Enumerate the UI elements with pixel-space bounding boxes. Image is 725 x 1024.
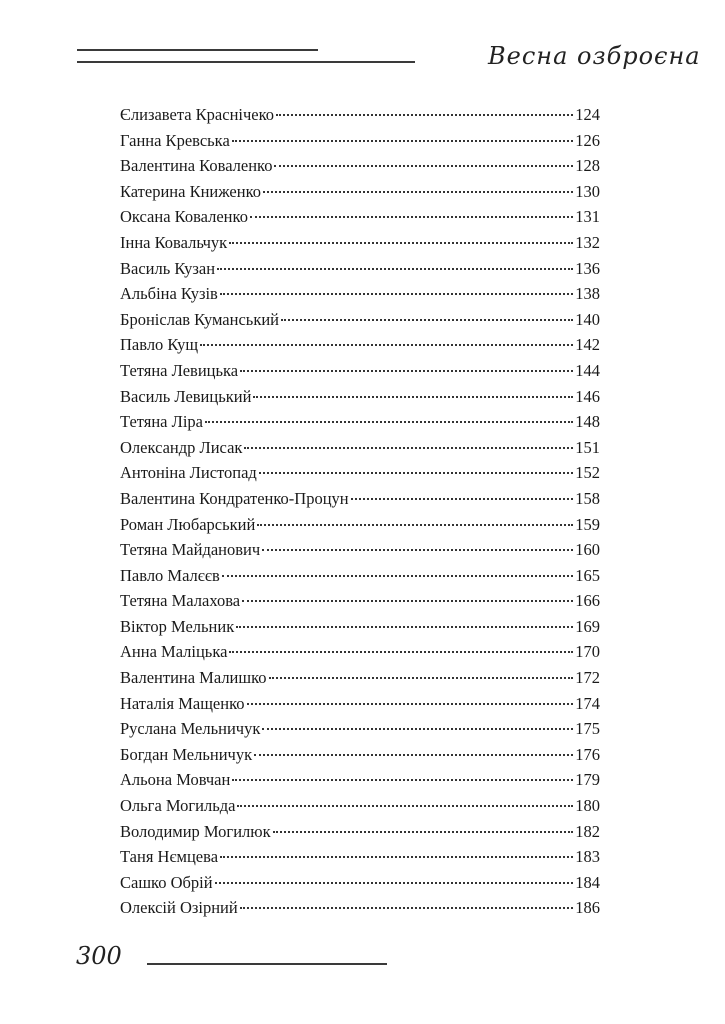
toc-entry-page: 140 (575, 309, 600, 329)
dot-leader (244, 446, 573, 449)
toc-entry-page: 175 (575, 719, 600, 739)
toc-entry-name: Інна Ковальчук (120, 232, 228, 252)
dot-leader (240, 906, 574, 909)
toc-entry-page: 152 (575, 463, 600, 483)
toc-entry-page: 172 (575, 668, 600, 688)
toc-entry-page: 136 (575, 258, 600, 278)
dot-leader (257, 523, 573, 526)
toc-entry-name: Павло Малєєв (120, 565, 220, 585)
dot-leader (232, 139, 573, 142)
toc-entry (120, 256, 600, 282)
toc-entry (120, 307, 600, 333)
dot-leader (262, 727, 573, 730)
toc-entry (120, 179, 600, 205)
toc-entry-name: Ганна Кревська (120, 130, 230, 150)
dot-leader (254, 753, 573, 756)
toc-entry-page: 130 (575, 181, 600, 201)
dot-leader (269, 676, 574, 679)
dot-leader (281, 318, 573, 321)
dot-leader (200, 343, 573, 346)
toc-entry (120, 435, 600, 461)
toc-entry-name: Олександр Лисак (120, 437, 243, 457)
toc-entry-name: Павло Кущ (120, 335, 199, 355)
dot-leader (236, 625, 573, 628)
toc-entry-name: Єлизавета Краснічеко (120, 105, 275, 124)
toc-entry-name: Ольга Могильда (120, 796, 236, 816)
footer-rule (147, 963, 387, 965)
toc-entry-page: 184 (575, 872, 600, 892)
toc-entry-name: Броніслав Куманський (120, 309, 279, 329)
dot-leader (253, 395, 573, 398)
toc-entry-page: 158 (575, 488, 600, 508)
toc-entry-page: 138 (575, 284, 600, 304)
dot-leader (232, 778, 573, 781)
toc-entry-page: 131 (575, 207, 600, 227)
toc-entry-name: Валентина Малишко (120, 668, 267, 688)
dot-leader (263, 190, 573, 193)
toc-entry-name: Віктор Мельник (120, 616, 235, 636)
dot-leader (250, 215, 573, 218)
toc-entry (120, 844, 600, 870)
dot-leader (220, 855, 573, 858)
toc-entry (120, 767, 600, 793)
header-rule-short (77, 49, 318, 51)
toc-entry-name: Василь Кузан (120, 258, 216, 278)
toc-entry (120, 512, 600, 538)
header-rule-long (77, 61, 415, 63)
toc-entry (120, 895, 600, 921)
toc-entry-name: Оксана Коваленко (120, 207, 248, 227)
toc-entry-name: Антоніна Листопад (120, 463, 257, 483)
toc-entry-name: Валентина Коваленко (120, 156, 273, 176)
toc-entry-name: Наталія Мащенко (120, 693, 245, 713)
toc-entry-page: 159 (575, 514, 600, 534)
toc-entry-page: 170 (575, 642, 600, 662)
toc-entry-page: 132 (575, 232, 600, 252)
toc-entry-page: 146 (575, 386, 600, 406)
toc-entry-page: 169 (575, 616, 600, 636)
toc-entry-page: 148 (575, 412, 600, 432)
toc-entry-name: Альбіна Кузів (120, 284, 218, 304)
toc-entry-page: 180 (575, 796, 600, 816)
toc-entry-name: Альона Мовчан (120, 770, 231, 790)
toc-entry-name: Тетяна Левицька (120, 360, 239, 380)
dot-leader (215, 881, 574, 884)
toc-entry (120, 665, 600, 691)
toc-entry (120, 128, 600, 154)
toc-entry-page: 142 (575, 335, 600, 355)
toc-entry (120, 332, 600, 358)
dot-leader (237, 804, 573, 807)
toc-entry (120, 614, 600, 640)
dot-leader (259, 471, 573, 474)
toc-entry-page: 182 (575, 821, 600, 841)
toc-entry-name: Роман Любарський (120, 514, 256, 534)
toc-entry (120, 563, 600, 589)
toc-entry-page: 144 (575, 360, 600, 380)
toc-entry-name: Тетяна Ліра (120, 412, 203, 432)
running-title: Весна озброєна (488, 42, 701, 70)
toc-entry-page: 128 (575, 156, 600, 176)
dot-leader (242, 599, 573, 602)
toc-entry (120, 870, 600, 896)
toc-entry-name: Анна Маліцька (120, 642, 228, 662)
toc-entry-page: 151 (575, 437, 600, 457)
toc-entry-page: 174 (575, 693, 600, 713)
table-of-contents (120, 102, 600, 921)
toc-entry (120, 588, 600, 614)
toc-entry-page: 126 (575, 130, 600, 150)
toc-entry-name: Руслана Мельничук (120, 719, 261, 739)
toc-entry-name: Сашко Обрій (120, 872, 213, 892)
toc-entry (120, 358, 600, 384)
dot-leader (262, 548, 573, 551)
dot-leader (229, 241, 573, 244)
toc-entry (120, 409, 600, 435)
toc-entry (120, 486, 600, 512)
toc-entry-page: 124 (575, 105, 600, 124)
dot-leader (240, 369, 573, 372)
toc-entry (120, 691, 600, 717)
toc-entry (120, 204, 600, 230)
toc-entry (120, 460, 600, 486)
toc-entry (120, 281, 600, 307)
toc-entry-page: 186 (575, 898, 600, 918)
dot-leader (217, 267, 573, 270)
toc-entry (120, 537, 600, 563)
dot-leader (229, 650, 573, 653)
toc-entry-name: Катерина Книженко (120, 181, 262, 201)
dot-leader (351, 497, 574, 500)
dot-leader (220, 292, 573, 295)
toc-entry-page: 183 (575, 847, 600, 867)
toc-entry-page: 160 (575, 540, 600, 560)
toc-entry-page: 166 (575, 591, 600, 611)
toc-entry (120, 102, 600, 128)
dot-leader (222, 574, 574, 577)
dot-leader (276, 113, 573, 116)
toc-entry-name: Таня Нємцева (120, 847, 219, 867)
toc-entry-page: 165 (575, 565, 600, 585)
toc-entry (120, 742, 600, 768)
toc-entry (120, 819, 600, 845)
toc-entry-name: Василь Левицький (120, 386, 252, 406)
toc-entry-page: 176 (575, 744, 600, 764)
toc-entry (120, 793, 600, 819)
dot-leader (247, 702, 574, 705)
toc-entry-name: Тетяна Майданович (120, 540, 261, 560)
toc-entry-name: Богдан Мельничук (120, 744, 253, 764)
toc-entry (120, 716, 600, 742)
toc-entry-name: Володимир Могилюк (120, 821, 271, 841)
toc-entry (120, 384, 600, 410)
page-number: 300 (76, 942, 122, 970)
toc-entry (120, 153, 600, 179)
toc-entry (120, 230, 600, 256)
dot-leader (205, 420, 573, 423)
dot-leader (273, 830, 574, 833)
toc-entry-name: Тетяна Малахова (120, 591, 241, 611)
toc-entry-page: 179 (575, 770, 600, 790)
dot-leader (274, 164, 573, 167)
toc-entry-name: Олексій Озірний (120, 898, 238, 918)
toc-entry-name: Валентина Кондратенко-Процун (120, 488, 349, 508)
toc-entry (120, 639, 600, 665)
